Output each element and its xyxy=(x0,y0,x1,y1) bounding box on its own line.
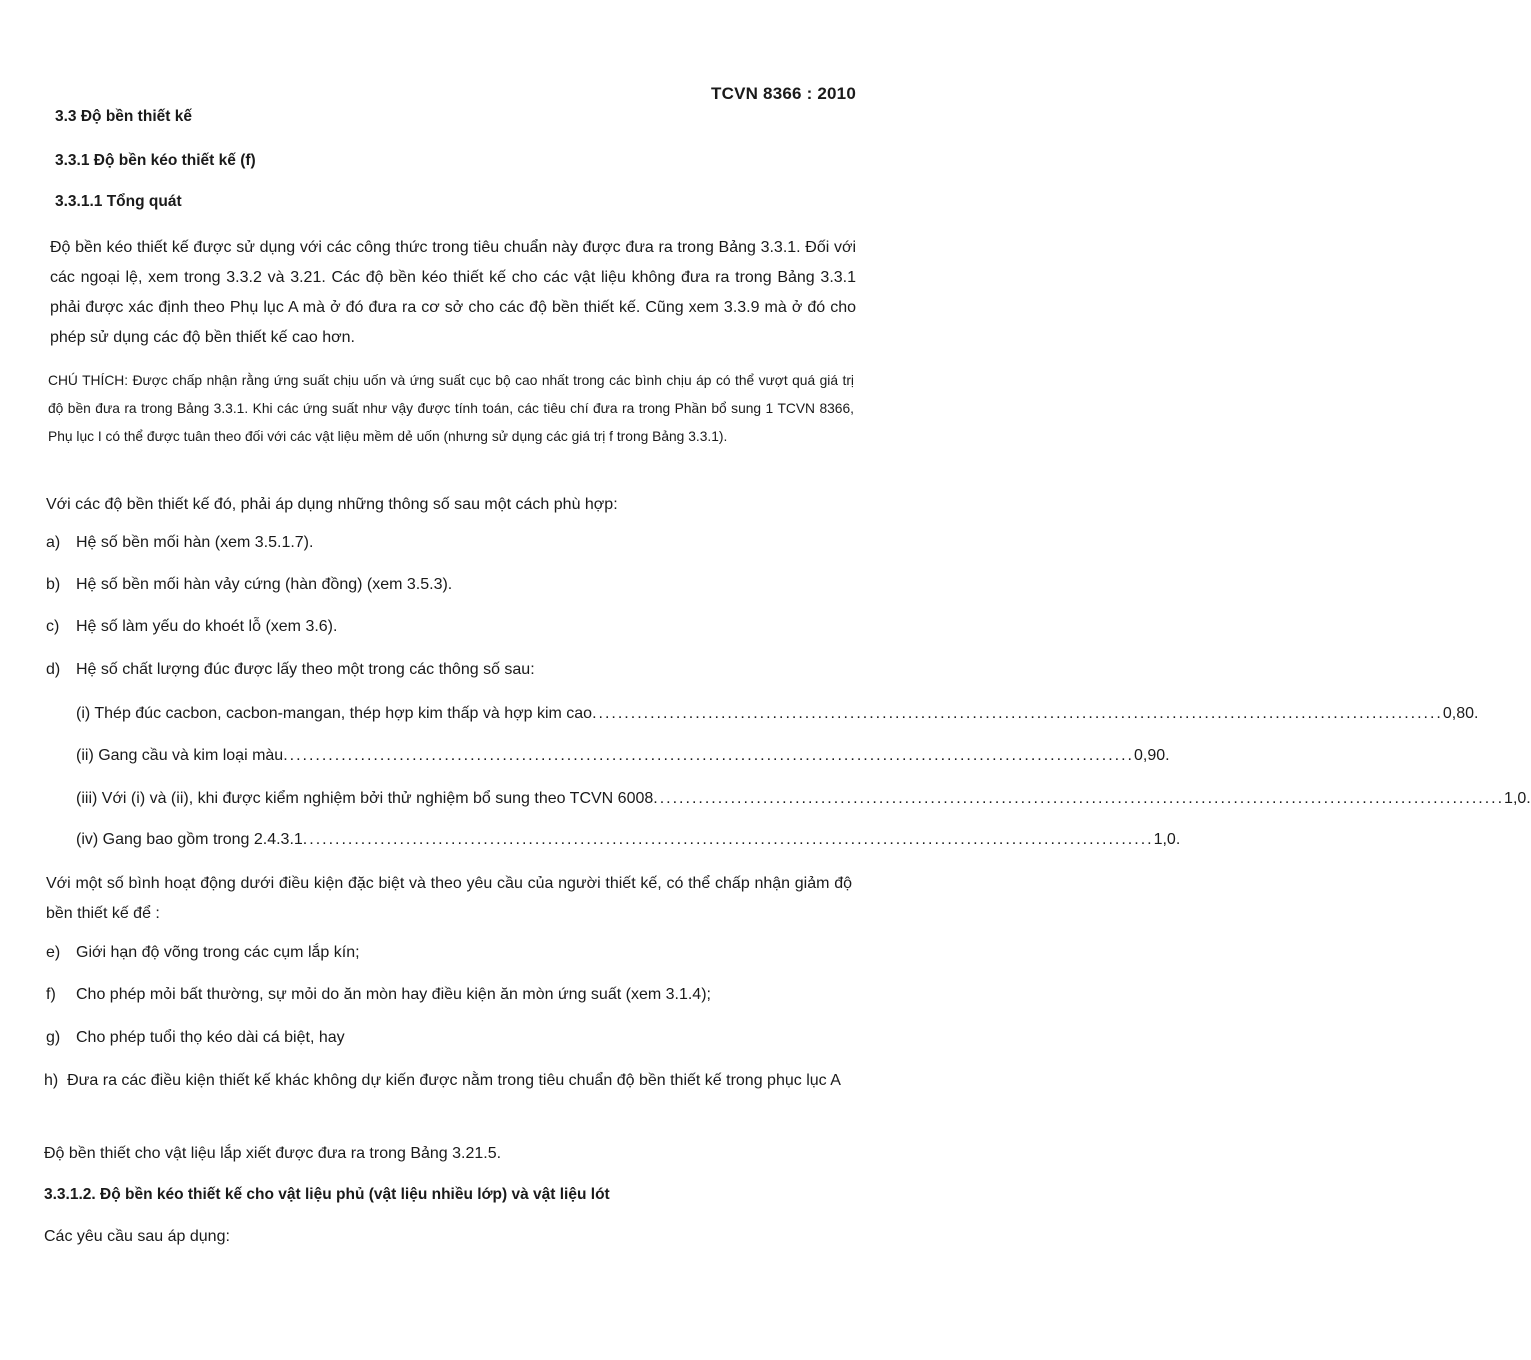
list-item-f xyxy=(46,986,711,1004)
dot-leader: .................................................................................................................................... xyxy=(302,831,1154,848)
sub-item-text: (i) Thép đúc cacbon, cacbon-mangan, thép hợp kim thấp và hợp kim cao xyxy=(76,705,593,722)
list-item-d xyxy=(46,661,535,679)
subsection-title: 3.3.1 Độ bền kéo thiết kế (f) xyxy=(55,152,256,169)
params-intro: Với các độ bền thiết kế đó, phải áp dụng những thông số sau một cách phù hợp: xyxy=(46,496,618,513)
list-item-a xyxy=(46,534,313,552)
sub-item-value: 0,80. xyxy=(1442,705,1479,722)
list-text: Giới hạn độ võng trong các cụm lắp kín; xyxy=(76,944,360,961)
sub-item-text: (ii) Gang cầu và kim loại màu xyxy=(76,747,284,764)
sub-item-ii xyxy=(76,747,1170,765)
sub-item-iv xyxy=(76,831,1181,849)
list-label: b) xyxy=(46,576,61,593)
sub-item-value: 1,0. xyxy=(1153,831,1181,848)
sub-item-i xyxy=(76,705,1479,723)
list-text: Cho phép tuổi thọ kéo dài cá biệt, hay xyxy=(76,1029,345,1046)
dot-leader: .................................................................................................................................... xyxy=(592,705,1443,722)
list-label: e) xyxy=(46,944,61,961)
list-label: a) xyxy=(46,534,61,551)
list-label: f) xyxy=(46,986,56,1003)
dot-leader: .................................................................................................................................... xyxy=(283,747,1134,764)
sub-subsection-title: 3.3.1.1 Tổng quát xyxy=(55,193,182,210)
list-text: Hệ số bền mối hàn vảy cứng (hàn đồng) (xem 3.5.3). xyxy=(76,576,453,593)
list-item-e xyxy=(46,944,360,962)
list-text: Đưa ra các điều kiện thiết kế khác không dự kiến được nằm trong tiêu chuẩn độ bền thiết kế trong phục lục A xyxy=(67,1072,841,1089)
list-text: Hệ số làm yếu do khoét lỗ (xem 3.6). xyxy=(76,618,338,635)
standard-code: TCVN 8366 : 2010 xyxy=(711,84,856,103)
sub-item-text: (iii) Với (i) và (ii), khi được kiểm nghiệm bởi thử nghiệm bổ sung theo TCVN 6008 xyxy=(76,790,654,807)
list-label: g) xyxy=(46,1029,61,1046)
intro-paragraph: Độ bền kéo thiết kế được sử dụng với các công thức trong tiêu chuẩn này được đưa ra trong Bảng 3.3.1. Đối với các ngoại lệ, xem trong 3.3.2 và 3.21. Các độ bền kéo thiết kế cho các vật liệu không đưa ra trong Bảng 3.3.1 phải được xác định theo Phụ lục A mà ở đó đưa ra cơ sở cho các độ bền thiết kế. Cũng xem 3.3.9 mà ở đó cho phép sử dụng các độ bền thiết kế cao hơn. xyxy=(50,239,856,346)
list-item-c xyxy=(46,618,337,636)
list-text: Cho phép mỏi bất thường, sự mỏi do ăn mòn hay điều kiện ăn mòn ứng suất (xem 3.1.4); xyxy=(76,986,711,1003)
reduce-intro: Với một số bình hoạt động dưới điều kiện đặc biệt và theo yêu cầu của người thiết kế, có thể chấp nhận giảm độ bền thiết kế để : xyxy=(46,875,852,922)
list-label: d) xyxy=(46,661,61,678)
dot-leader: .................................................................................................................................... xyxy=(653,790,1505,807)
sub-item-iii xyxy=(76,790,1531,808)
list-label: h) xyxy=(44,1072,59,1089)
sub-item-value: 0,90. xyxy=(1133,747,1170,764)
list-item-h xyxy=(44,1066,850,1096)
requirements-paragraph: Các yêu cầu sau áp dụng: xyxy=(44,1228,230,1245)
sub-item-value: 1,0. xyxy=(1504,790,1531,807)
list-label: c) xyxy=(46,618,60,635)
section-title: 3.3 Độ bền thiết kế xyxy=(55,108,192,125)
list-item-b xyxy=(46,576,452,594)
list-text: Hệ số bền mối hàn (xem 3.5.1.7). xyxy=(76,534,314,551)
list-item-g xyxy=(46,1029,345,1047)
heading-3312: 3.3.1.2. Độ bền kéo thiết kế cho vật liệu phủ (vật liệu nhiều lớp) và vật liệu lót xyxy=(44,1186,610,1203)
sub-item-text: (iv) Gang bao gồm trong 2.4.3.1 xyxy=(76,831,303,848)
note-paragraph: CHÚ THÍCH: Được chấp nhận rằng ứng suất chịu uốn và ứng suất cục bộ cao nhất trong các bình chịu áp có thể vượt quá giá trị độ bền đưa ra trong Bảng 3.3.1. Khi các ứng suất như vậy được tính toán, các tiêu chí đưa ra trong Phần bổ sung 1 TCVN 8366, Phụ lục I có thể được tuân theo đối với các vật liệu mềm dẻ uốn (nhưng sử dụng các giá trị f trong Bảng 3.3.1). xyxy=(48,373,854,444)
list-text: Hệ số chất lượng đúc được lấy theo một trong các thông số sau: xyxy=(76,661,535,678)
bolting-paragraph: Độ bền thiết cho vật liệu lắp xiết được đưa ra trong Bảng 3.21.5. xyxy=(44,1145,502,1162)
